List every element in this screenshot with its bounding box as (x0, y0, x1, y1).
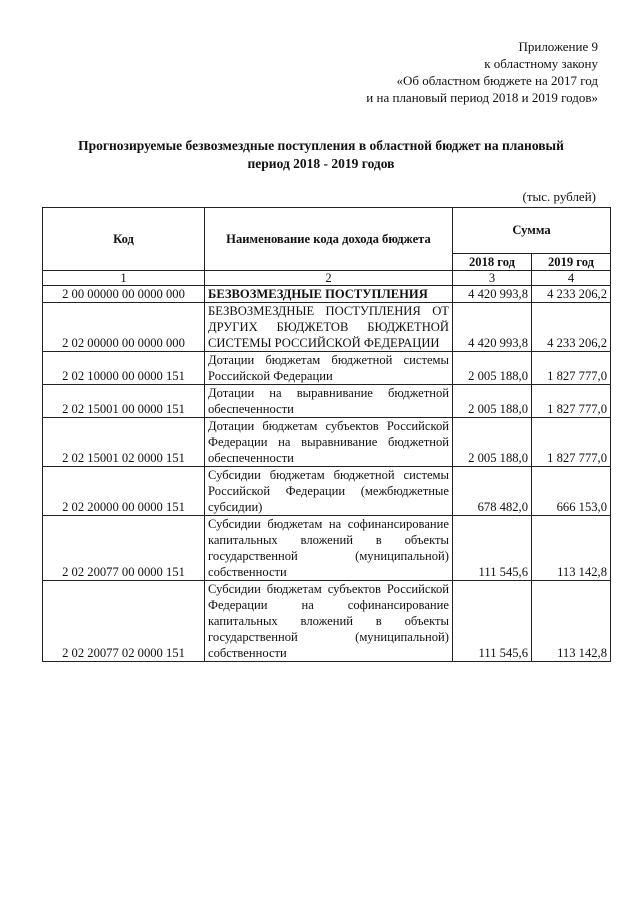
table-row (43, 303, 611, 352)
table-row (43, 418, 611, 467)
row-name: Дотации на выравнивание бюджетной обеспеченности (205, 385, 453, 418)
row-amount-2018: 2 005 188,0 (453, 352, 532, 385)
column-number: 3 (453, 271, 532, 286)
row-amount-2019: 1 827 777,0 (532, 385, 611, 418)
units-label: (тыс. рублей) (522, 189, 596, 204)
row-code: 2 02 20077 02 0000 151 (43, 581, 205, 662)
row-code: 2 02 10000 00 0000 151 (43, 352, 205, 385)
header-name: Наименование кода дохода бюджета (205, 208, 453, 271)
row-amount-2019: 1 827 777,0 (532, 352, 611, 385)
row-amount-2019: 113 142,8 (532, 516, 611, 581)
header-year-2019: 2019 год (532, 254, 611, 271)
appendix-line: «Об областном бюджете на 2017 год (396, 73, 598, 88)
row-amount-2019: 113 142,8 (532, 581, 611, 662)
column-number: 1 (43, 271, 205, 286)
row-code: 2 02 15001 00 0000 151 (43, 385, 205, 418)
row-amount-2018: 4 420 993,8 (453, 303, 532, 352)
title-line: Прогнозируемые безвозмездные поступления в областной бюджет на плановый (78, 138, 564, 153)
row-amount-2019: 4 233 206,2 (532, 286, 611, 303)
row-amount-2018: 4 420 993,8 (453, 286, 532, 303)
row-name: Дотации бюджетам субъектов Российской Федерации на выравнивание бюджетной обеспеченности (205, 418, 453, 467)
table-row (43, 467, 611, 516)
row-amount-2018: 2 005 188,0 (453, 418, 532, 467)
row-code: 2 02 15001 02 0000 151 (43, 418, 205, 467)
revenue-table (42, 207, 611, 662)
document-title (30, 137, 612, 173)
row-amount-2018: 111 545,6 (453, 581, 532, 662)
table-row (43, 286, 611, 303)
table-row (43, 352, 611, 385)
table-row (43, 385, 611, 418)
row-code: 2 02 00000 00 0000 000 (43, 303, 205, 352)
column-number: 4 (532, 271, 611, 286)
appendix-line: и на плановый период 2018 и 2019 годов» (366, 90, 598, 105)
table-row (43, 581, 611, 662)
row-amount-2018: 2 005 188,0 (453, 385, 532, 418)
row-code: 2 02 20000 00 0000 151 (43, 467, 205, 516)
row-amount-2018: 111 545,6 (453, 516, 532, 581)
row-name: Субсидии бюджетам на софинансирование капитальных вложений в объекты государственной (муниципальной) собственности (205, 516, 453, 581)
header-year-2018: 2018 год (453, 254, 532, 271)
header-code: Код (43, 208, 205, 271)
row-amount-2018: 678 482,0 (453, 467, 532, 516)
appendix-line: к областному закону (484, 56, 598, 71)
row-code: 2 00 00000 00 0000 000 (43, 286, 205, 303)
row-name: Субсидии бюджетам субъектов Российской Федерации на софинансирование капитальных вложений в объекты государственной (муниципальной) собственности (205, 581, 453, 662)
header-sum: Сумма (453, 208, 611, 254)
row-name: Дотации бюджетам бюджетной системы Российской Федерации (205, 352, 453, 385)
row-code: 2 02 20077 00 0000 151 (43, 516, 205, 581)
row-name: Субсидии бюджетам бюджетной системы Российской Федерации (межбюджетные субсидии) (205, 467, 453, 516)
title-line: период 2018 - 2019 годов (247, 156, 395, 171)
row-amount-2019: 1 827 777,0 (532, 418, 611, 467)
row-name: БЕЗВОЗМЕЗДНЫЕ ПОСТУПЛЕНИЯ ОТ ДРУГИХ БЮДЖЕТОВ БЮДЖЕТНОЙ СИСТЕМЫ РОССИЙСКОЙ ФЕДЕРАЦИИ (205, 303, 453, 352)
table-row (43, 516, 611, 581)
row-amount-2019: 666 153,0 (532, 467, 611, 516)
row-name: БЕЗВОЗМЕЗДНЫЕ ПОСТУПЛЕНИЯ (205, 286, 453, 303)
appendix-reference (366, 38, 598, 106)
row-amount-2019: 4 233 206,2 (532, 303, 611, 352)
appendix-line: Приложение 9 (518, 39, 598, 54)
column-number: 2 (205, 271, 453, 286)
